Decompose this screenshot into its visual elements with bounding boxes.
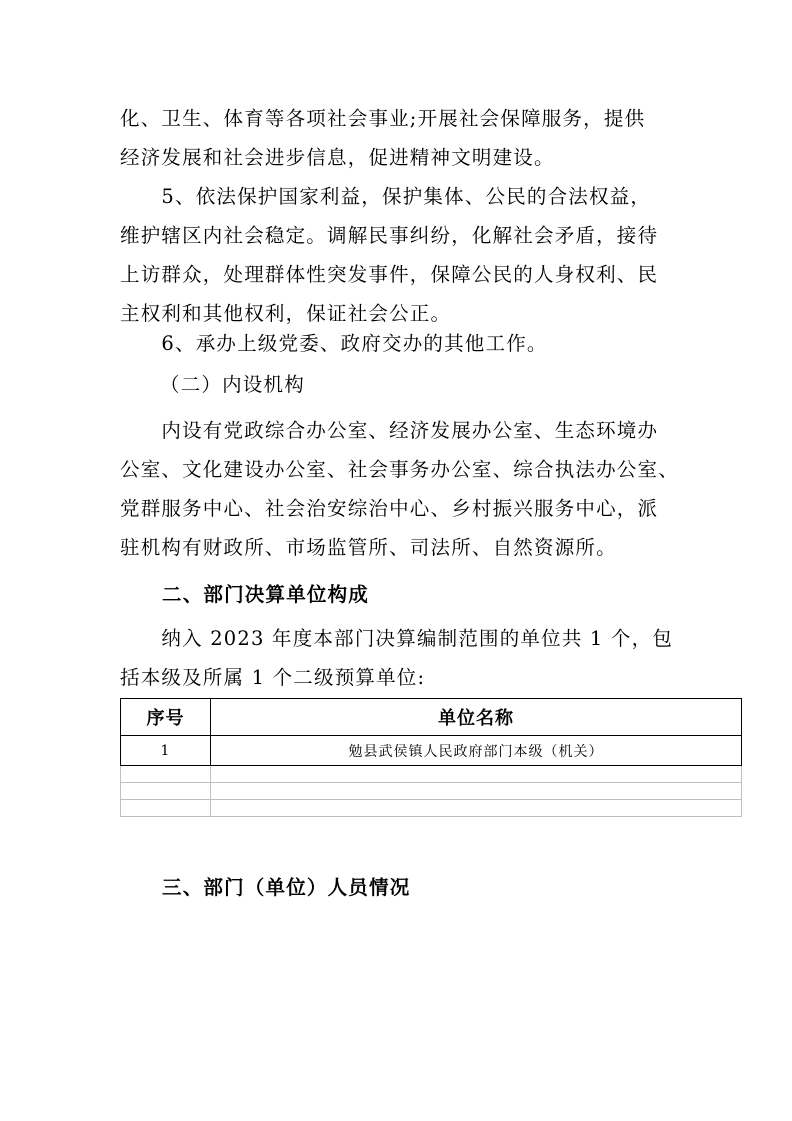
cell-empty (211, 766, 742, 783)
cell-index: 1 (121, 736, 211, 766)
paragraph-item-5 (120, 177, 680, 333)
text-line: 内设有党政综合办公室、经济发展办公室、生态环境办 (120, 419, 659, 442)
subheading-internal-structure: （二）内设机构 (160, 373, 305, 396)
table-row-empty (121, 766, 742, 783)
text-line: 括本级及所属 1 个二级预算单位: (120, 666, 426, 689)
paragraph-internal-offices (120, 411, 680, 567)
text-line: 5、依法保护国家利益，保护集体、公民的合法权益， (120, 185, 652, 208)
table-row-empty (121, 783, 742, 800)
text-line: 驻机构有财政所、市场监管所、司法所、自然资源所。 (120, 536, 617, 559)
text-line: 公室、文化建设办公室、社会事务办公室、综合执法办公室、 (120, 458, 679, 481)
cell-unit-name: 勉县武侯镇人民政府部门本级（机关） (211, 736, 742, 766)
table-row-empty (121, 800, 742, 817)
text-line: 化、卫生、体育等各项社会事业;开展社会保障服务，提供 (120, 107, 646, 130)
paragraph-social-services (120, 99, 680, 177)
paragraph-item-6 (120, 324, 680, 363)
text-line: 纳入 2023 年度本部门决算编制范围的单位共 1 个，包 (120, 627, 674, 650)
text-line: 上访群众，处理群体性突发事件，保障公民的人身权利、民 (120, 263, 659, 286)
section-heading-units: 二、部门决算单位构成 (162, 583, 370, 606)
cell-empty (211, 783, 742, 800)
paragraph-units-intro (120, 619, 680, 697)
text-line: 主权利和其他权利，保证社会公正。 (120, 302, 452, 325)
table-header-row (121, 699, 742, 736)
cell-empty (211, 800, 742, 817)
text-line: 党群服务中心、社会治安综治中心、乡村振兴服务中心，派 (120, 497, 659, 520)
table-row (121, 736, 742, 766)
units-table (120, 698, 742, 817)
cell-empty (121, 783, 211, 800)
text-line: 经济发展和社会进步信息，促进精神文明建设。 (120, 146, 555, 169)
cell-empty (121, 800, 211, 817)
cell-empty (121, 766, 211, 783)
column-header-index: 序号 (121, 699, 211, 736)
text-line: 6、承办上级党委、政府交办的其他工作。 (120, 332, 548, 355)
text-line: 维护辖区内社会稳定。调解民事纠纷，化解社会矛盾，接待 (120, 224, 659, 247)
section-heading-personnel: 三、部门（单位）人员情况 (162, 876, 411, 899)
column-header-unit-name: 单位名称 (211, 699, 742, 736)
